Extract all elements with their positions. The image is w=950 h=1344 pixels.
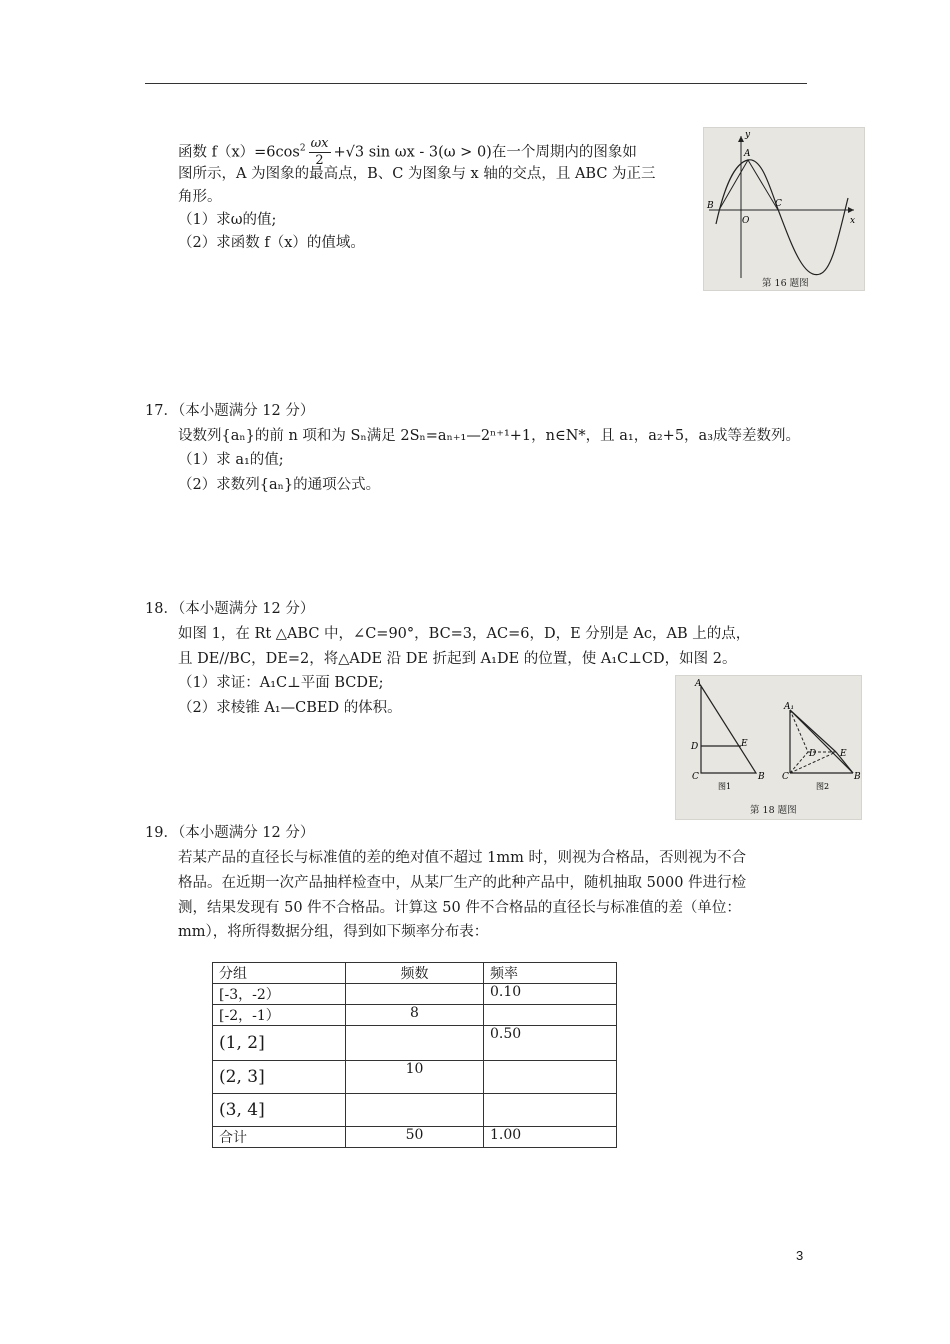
header-cell: 分组 bbox=[213, 963, 346, 984]
fig1-label-D: D bbox=[691, 742, 699, 752]
table-cell bbox=[484, 1094, 617, 1127]
q17-line1: 设数列{aₙ}的前 n 项和为 Sₙ满足 2Sₙ=aₙ₊₁—2ⁿ⁺¹+1，n∈N*，且 a₁，a₂+5，a₃成等差数列。 bbox=[178, 428, 801, 444]
q18-line1: 如图 1，在 Rt △ABC 中，∠C=90°，BC=3，AC=6，D，E 分别是 Ac，AB 上的点， bbox=[178, 626, 751, 642]
table-cell: [-3，-2） bbox=[213, 984, 346, 1005]
q16-fraction: $\frac{\omega x}{2}$ bbox=[310, 136, 329, 168]
q18-heading: 18．（本小题满分 12 分） bbox=[145, 601, 315, 617]
table-cell: (1, 2] bbox=[213, 1026, 346, 1061]
label-O: O bbox=[742, 216, 750, 226]
q18-part2: （2）求棱锥 A₁—CBED 的体积。 bbox=[178, 700, 402, 716]
q17-heading: 17．（本小题满分 12 分） bbox=[145, 403, 315, 419]
q16-line3: 角形。 bbox=[178, 189, 222, 205]
header-cell: 频数 bbox=[346, 963, 484, 984]
table-cell bbox=[484, 1005, 617, 1026]
q17-part1: （1）求 a₁的值; bbox=[178, 452, 284, 468]
label-x: x bbox=[850, 216, 856, 226]
table-row bbox=[213, 1026, 617, 1061]
fig1-label-B: B bbox=[758, 772, 765, 782]
q16-line2: 图所示，A 为图象的最高点，B、C 为图象与 x 轴的交点，且 ABC 为正三 bbox=[178, 166, 656, 182]
table-cell bbox=[346, 1026, 484, 1061]
fig1-label-A: A bbox=[695, 679, 702, 689]
page-number: 3 bbox=[796, 1248, 804, 1263]
label-A: A bbox=[744, 149, 751, 159]
header-rule bbox=[145, 83, 807, 84]
label-C: C bbox=[775, 199, 782, 209]
table-cell: 1.00 bbox=[484, 1127, 617, 1148]
table-row bbox=[213, 1061, 617, 1094]
label-B: B bbox=[707, 201, 714, 211]
table-cell: 10 bbox=[346, 1061, 484, 1094]
table-cell: 0.50 bbox=[484, 1026, 617, 1061]
table-cell: (3, 4] bbox=[213, 1094, 346, 1127]
table-row bbox=[213, 1005, 617, 1026]
fig2-label-A1: A₁ bbox=[784, 702, 795, 712]
q18-figure bbox=[675, 675, 862, 820]
q19-line1: 若某产品的直径长与标准值的差的绝对值不超过 1mm 时，则视为合格品，否则视为不合 bbox=[178, 850, 746, 866]
q19-line2: 格品。在近期一次产品抽样检查中，从某厂生产的此种产品中，随机抽取 5000 件进行检 bbox=[178, 875, 747, 891]
table-total-row bbox=[213, 1127, 617, 1148]
q16-figure-caption: 第 16 题图 bbox=[762, 278, 809, 289]
q18-figure-caption: 第 18 题图 bbox=[750, 805, 797, 816]
q19-line3: 测，结果发现有 50 件不合格品。计算这 50 件不合格品的直径长与标准值的差（单位： bbox=[178, 900, 741, 916]
table-cell: 8 bbox=[346, 1005, 484, 1026]
table-cell: 50 bbox=[346, 1127, 484, 1148]
table-row bbox=[213, 984, 617, 1005]
frequency-table bbox=[212, 962, 617, 1148]
q19-heading: 19．（本小题满分 12 分） bbox=[145, 825, 315, 841]
q16-part2: （2）求函数 f（x）的值域。 bbox=[178, 235, 365, 251]
q16-line1: 函数 $f(x)=6\cos^2$ $\frac{\omega x}{2}$ +√3 sin ωx - 3(ω > 0)在一个周期内的图象如 bbox=[178, 136, 637, 168]
q16-figure bbox=[703, 127, 865, 291]
fig1-label-E: E bbox=[741, 739, 748, 749]
table-cell: (2, 3] bbox=[213, 1061, 346, 1094]
q16-part1: （1）求ω的值; bbox=[178, 212, 277, 228]
fig2-label-C: C bbox=[782, 772, 789, 782]
table-cell: [-2，-1） bbox=[213, 1005, 346, 1026]
fig1-label-C: C bbox=[692, 772, 699, 782]
fig2-label-E: E bbox=[840, 749, 847, 759]
sine-graph-image bbox=[704, 128, 864, 290]
table-cell bbox=[346, 984, 484, 1005]
fig1-label: 图1 bbox=[718, 782, 732, 791]
triangle-figures-image bbox=[676, 676, 861, 819]
fig2-label: 图2 bbox=[816, 782, 830, 791]
table-cell: 合计 bbox=[213, 1127, 346, 1148]
table-header-row bbox=[213, 963, 617, 984]
table-cell bbox=[484, 1061, 617, 1094]
q18-part1: （1）求证：A₁C⊥平面 BCDE; bbox=[178, 675, 384, 691]
fig2-label-D: D bbox=[809, 749, 817, 759]
table-row bbox=[213, 1094, 617, 1127]
table-cell bbox=[346, 1094, 484, 1127]
q19-line4: mm），将所得数据分组，得到如下频率分布表： bbox=[178, 924, 489, 940]
table-cell: 0.10 bbox=[484, 984, 617, 1005]
header-cell: 频率 bbox=[484, 963, 617, 984]
q18-line2: 且 DE//BC，DE=2，将△ADE 沿 DE 折起到 A₁DE 的位置，使 A₁C⊥CD，如图 2。 bbox=[178, 651, 737, 667]
fig2-label-B: B bbox=[854, 772, 861, 782]
q17-part2: （2）求数列{aₙ}的通项公式。 bbox=[178, 477, 381, 493]
label-y: y bbox=[745, 130, 751, 140]
